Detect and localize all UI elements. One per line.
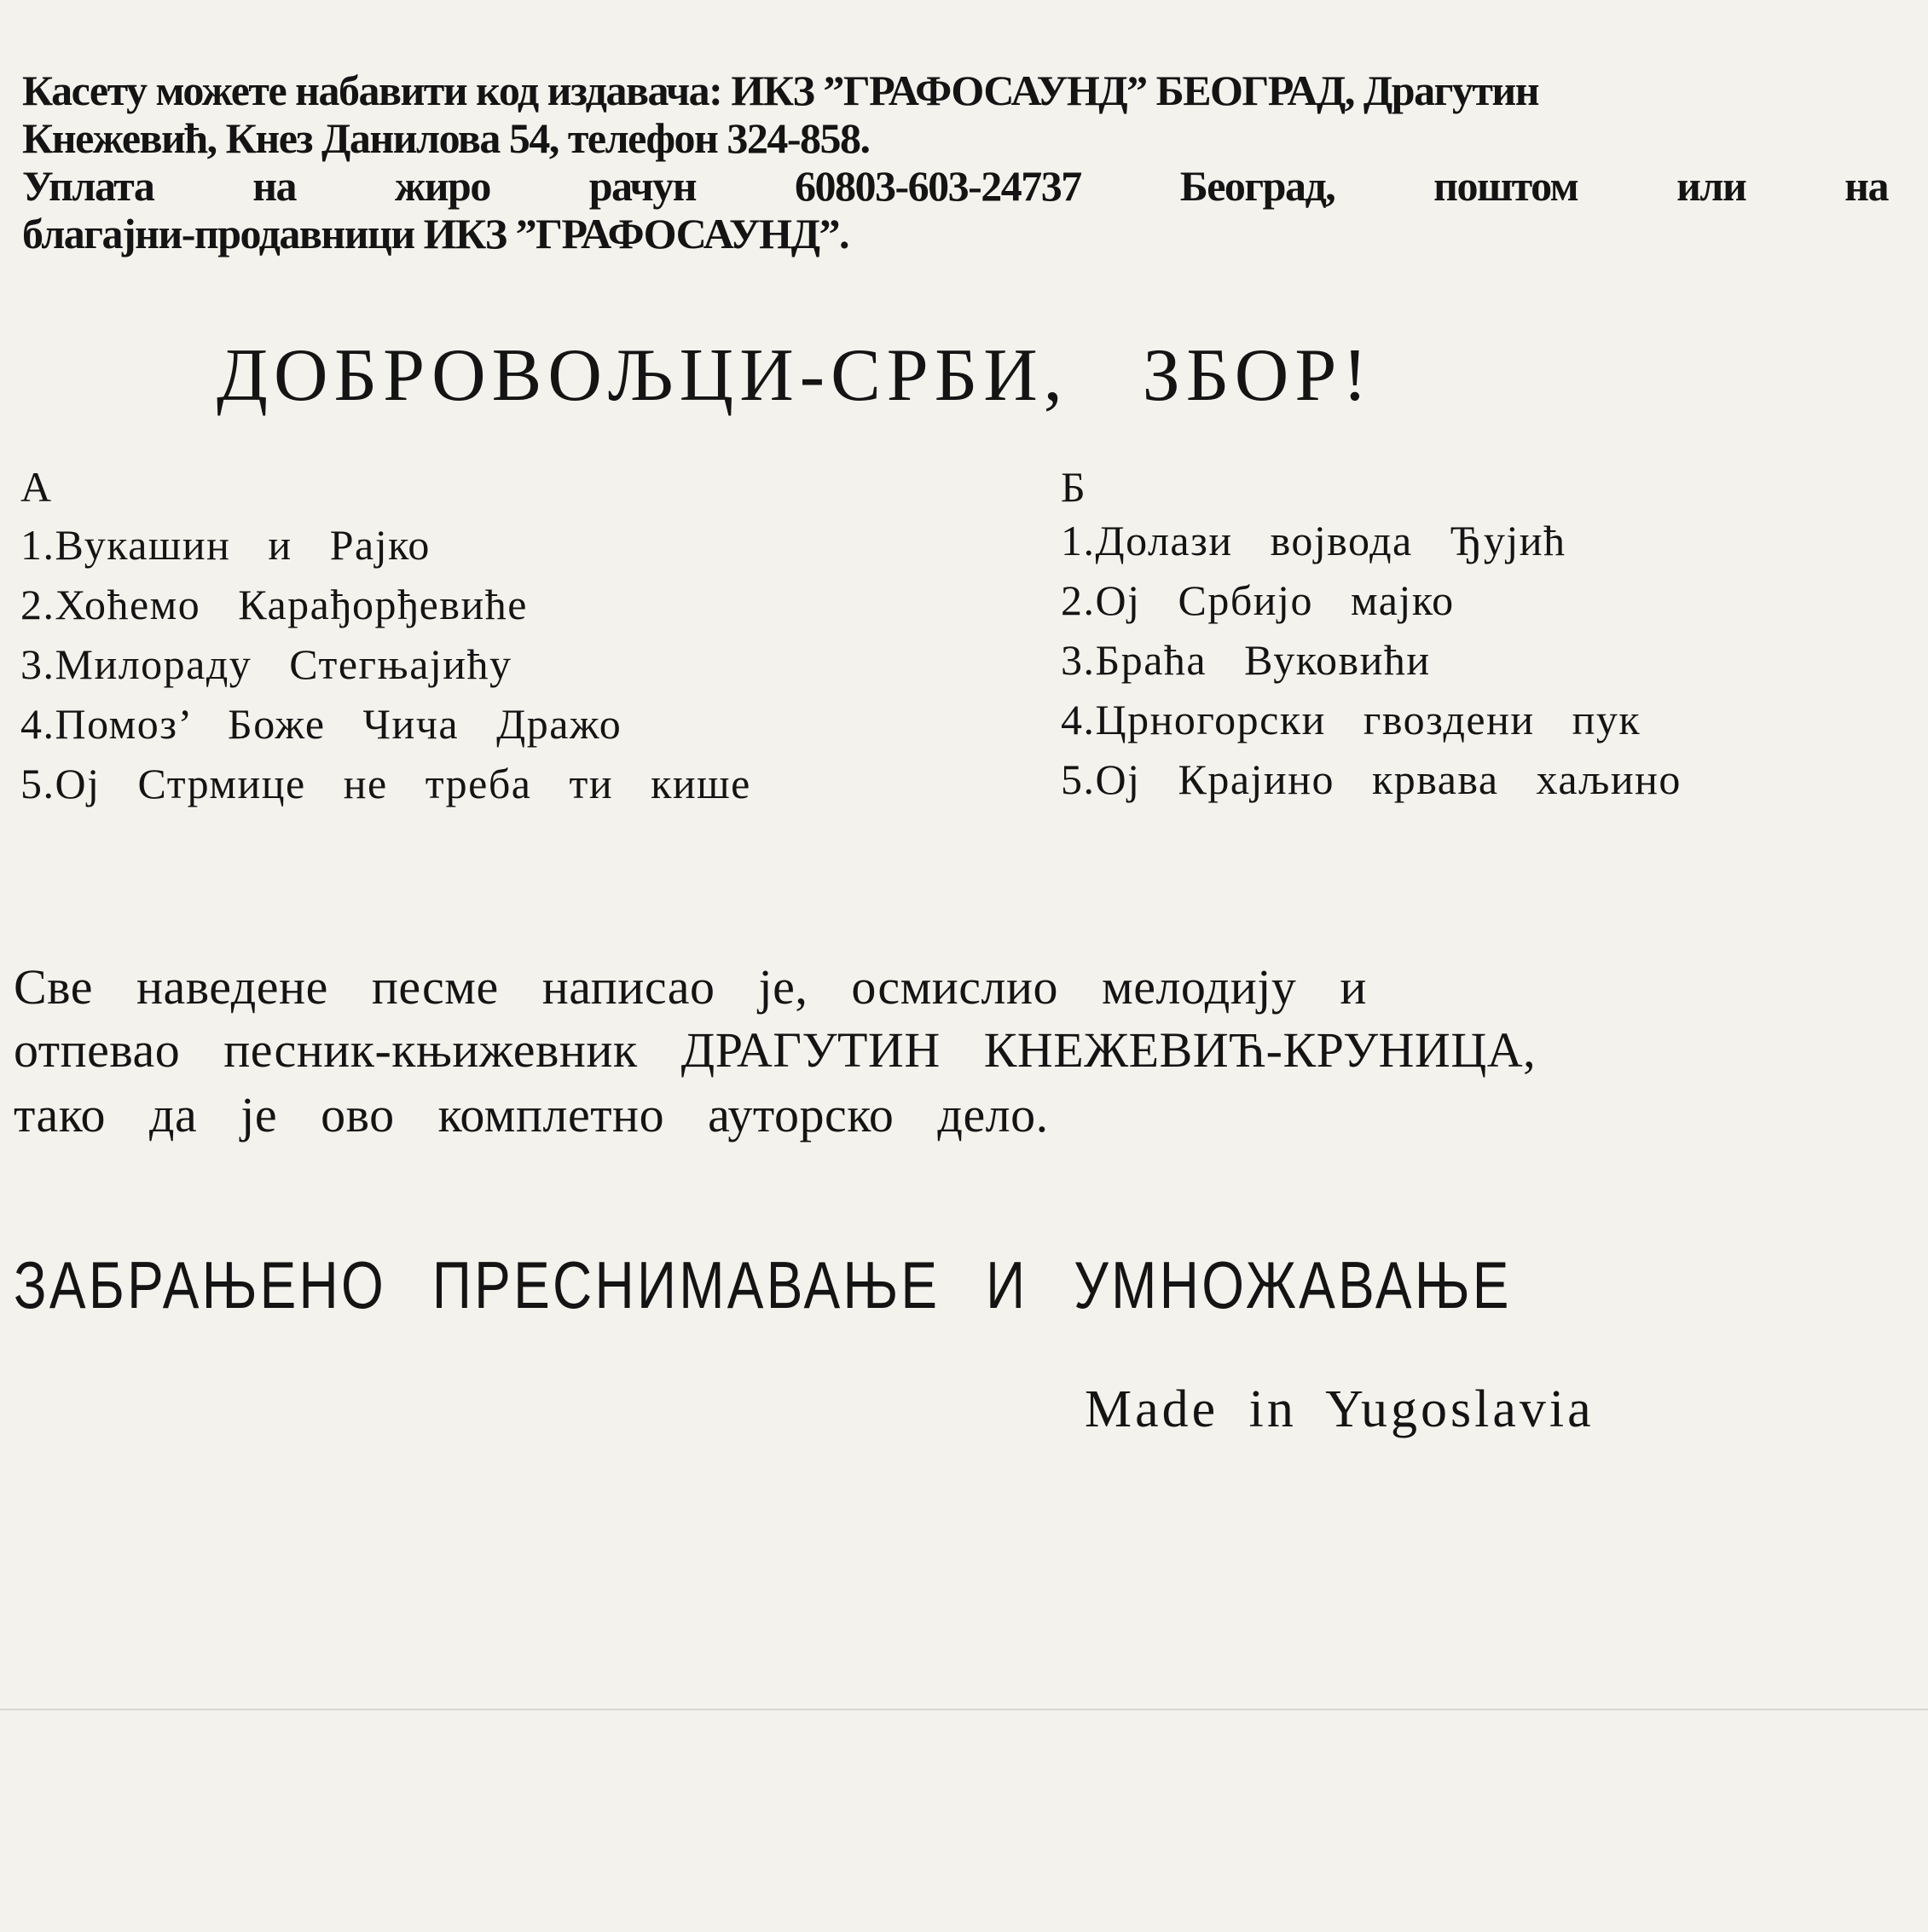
side-b-track: 1.Долази војвода Ђујић [1061, 517, 1566, 564]
publisher-info-line-3 [22, 162, 1888, 210]
copy-warning: ЗАБРАЊЕНО ПРЕСНИМАВАЊЕ И УМНОЖАВАЊЕ [14, 1247, 1512, 1322]
payment-word: рачун [588, 162, 697, 210]
payment-word: на [252, 162, 297, 210]
side-a-track: 4.Помоз’ Боже Чича Дражо [20, 700, 622, 748]
payment-word: или [1676, 162, 1746, 210]
side-a-label: А [20, 463, 53, 511]
credits-line-1: Све наведене песме написао је, осмислио мелодију и [14, 959, 1367, 1015]
payment-word: на [1844, 162, 1888, 210]
publisher-info-line-2: Кнежевић, Кнез Данилова 54, телефон 324-858. [22, 114, 870, 162]
publisher-info-line-4: благајни-продавници ИКЗ ”ГРАФОСАУНД”. [22, 210, 848, 257]
fold-line [0, 1709, 1928, 1710]
side-b-track: 4.Црногорски гвоздени пук [1061, 696, 1641, 743]
made-in-label: Made in Yugoslavia [1085, 1380, 1595, 1438]
side-b-label: Б [1061, 463, 1087, 511]
side-b-track: 2.Ој Србијо мајко [1061, 576, 1455, 624]
credits-line-3: тако да је ово комплетно ауторско дело. [14, 1087, 1049, 1142]
side-a-track: 2.Хоћемо Карађорђевиће [20, 581, 528, 628]
payment-word: поштом [1433, 162, 1578, 210]
side-a-track: 1.Вукашин и Рајко [20, 521, 431, 569]
credits-line-2: отпевао песник-књижевник ДРАГУТИН КНЕЖЕВИЋ-КРУНИЦА, [14, 1022, 1537, 1078]
publisher-info-line-1: Касету можете набавити код издавача: ИКЗ ”ГРАФОСАУНД” БЕОГРАД, Драгутин [22, 67, 1538, 114]
account-number: 60803-603-24737 [794, 162, 1081, 210]
side-a-track: 5.Ој Стрмице не треба ти кише [20, 760, 751, 807]
album-title: ДОБРОВОЉЦИ-СРБИ, ЗБОР! [217, 334, 1374, 417]
side-b-track: 3.Браћа Вуковићи [1061, 636, 1431, 684]
side-b-track: 5.Ој Крајино крвава хаљино [1061, 755, 1682, 803]
side-a-track: 3.Милораду Стегњајићу [20, 640, 512, 688]
payment-word: жиро [394, 162, 490, 210]
payment-word: Београд, [1179, 162, 1335, 210]
payment-word: Уплата [22, 162, 154, 210]
